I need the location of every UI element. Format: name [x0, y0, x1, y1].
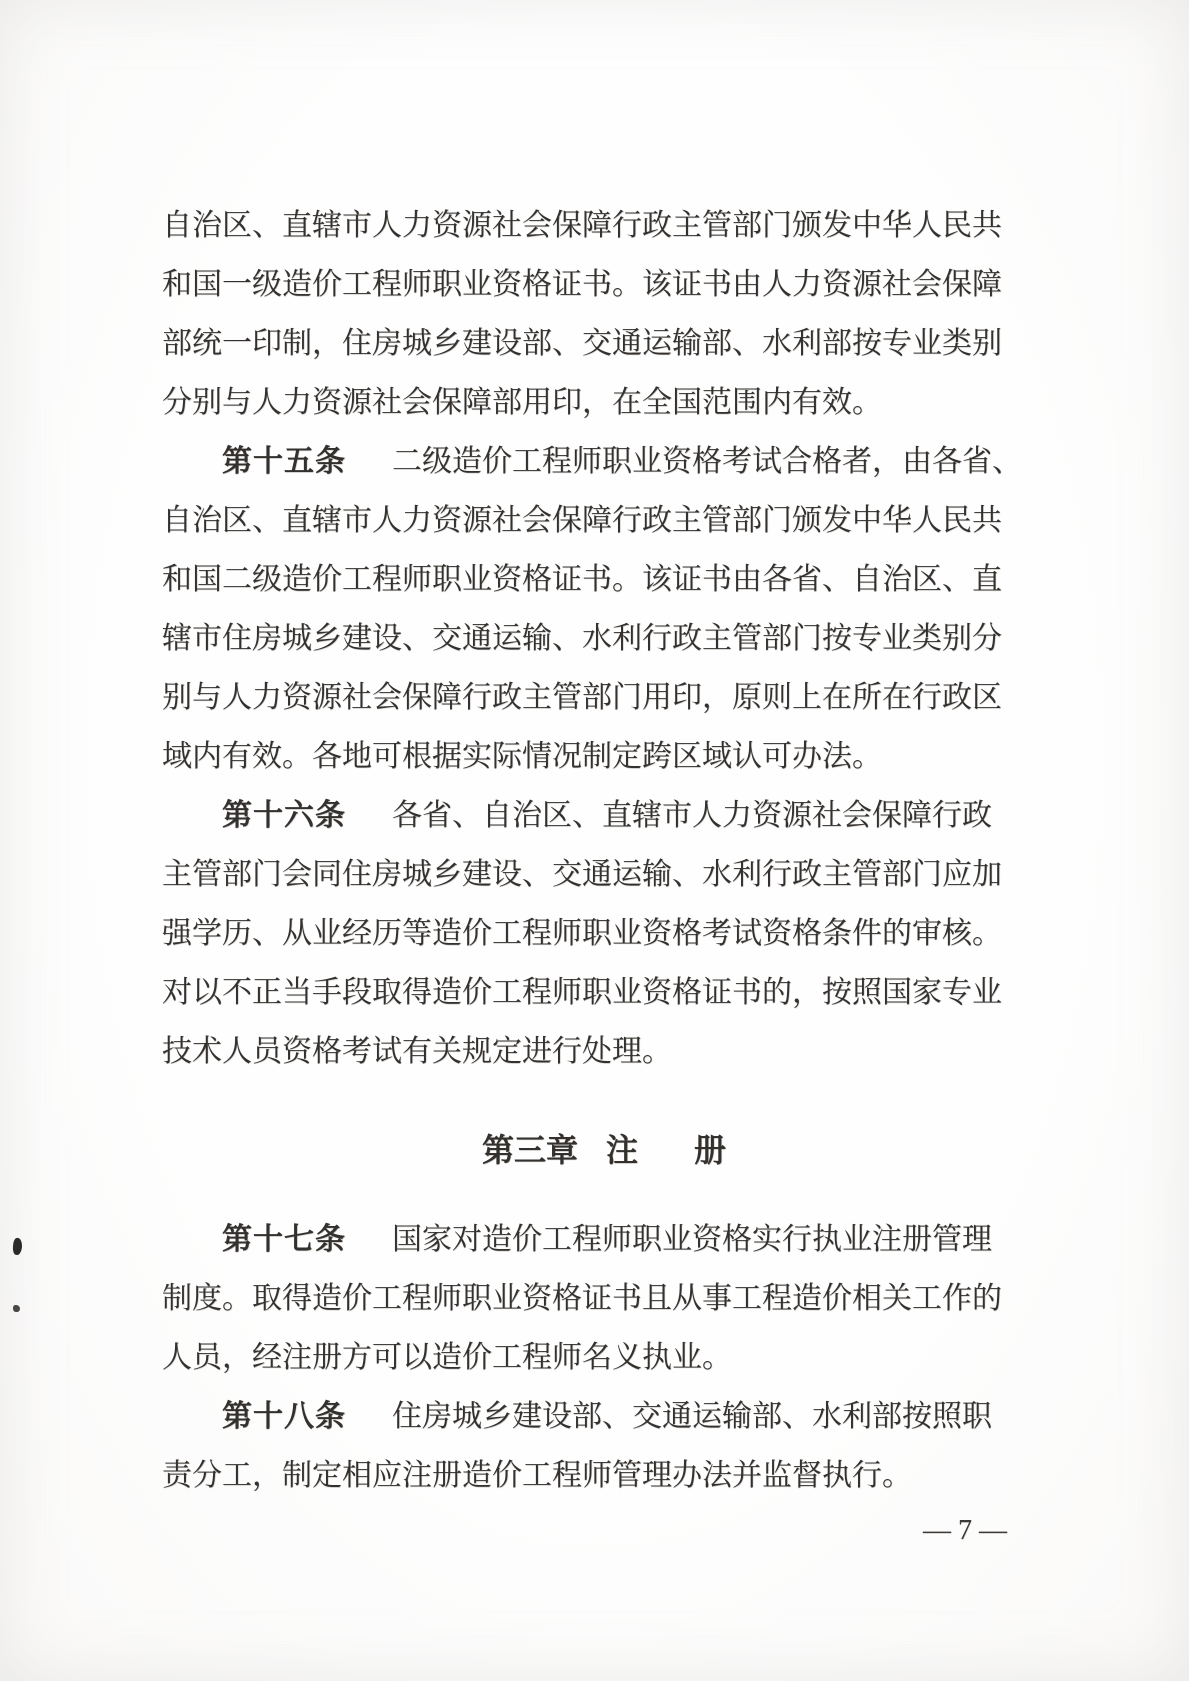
article-text: 住房城乡建设部、交通运输部、水利部按照职: [392, 1400, 992, 1433]
chapter-title-char: 注: [605, 1132, 638, 1168]
article-label: 第十五条: [222, 445, 346, 478]
article-label: 第十七条: [222, 1223, 346, 1256]
text-line: 自治区、直辖市人力资源社会保障行政主管部门颁发中华人民共: [162, 504, 1002, 537]
text-line: 别与人力资源社会保障行政主管部门用印，原则上在所在行政区: [162, 681, 1002, 714]
article-text: 各省、自治区、直辖市人力资源社会保障行政: [392, 799, 992, 832]
text-line: 制度。取得造价工程师职业资格证书且从事工程造价相关工作的: [162, 1282, 1002, 1315]
text-line: 强学历、从业经历等造价工程师职业资格考试资格条件的审核。: [162, 917, 1002, 950]
text-line: 责分工，制定相应注册造价工程师管理办法并监督执行。: [162, 1459, 912, 1492]
text-line: 自治区、直辖市人力资源社会保障行政主管部门颁发中华人民共: [162, 209, 1002, 242]
text-line: 和国一级造价工程师职业资格证书。该证书由人力资源社会保障: [162, 268, 1002, 301]
chapter-title-char: 册: [694, 1132, 727, 1168]
scan-artifact: [13, 1305, 20, 1312]
article-label: 第十六条: [222, 799, 346, 832]
text-line: 对以不正当手段取得造价工程师职业资格证书的，按照国家专业: [162, 976, 1002, 1009]
chapter-number: 第三章: [481, 1132, 578, 1168]
text-line: 辖市住房城乡建设、交通运输、水利行政主管部门按专业类别分: [162, 622, 1002, 655]
text-line: 分别与人力资源社会保障部用印，在全国范围内有效。: [162, 386, 882, 419]
text-line-article-18: [162, 1387, 1002, 1446]
scan-artifact: [12, 1238, 23, 1256]
text-line: 部统一印制，住房城乡建设部、交通运输部、水利部按专业类别: [162, 327, 1002, 360]
page-number: — 7 —: [923, 1515, 1007, 1546]
text-line-article-16: [162, 786, 1002, 845]
text-line: 主管部门会同住房城乡建设、交通运输、水利行政主管部门应加: [162, 858, 1002, 891]
article-text: 国家对造价工程师职业资格实行执业注册管理: [392, 1223, 992, 1256]
text-line: 技术人员资格考试有关规定进行处理。: [162, 1035, 672, 1068]
article-label: 第十八条: [222, 1400, 346, 1433]
text-line: 人员，经注册方可以造价工程师名义执业。: [162, 1341, 732, 1374]
text-line-article-17: [162, 1210, 1002, 1269]
article-text: 二级造价工程师职业资格考试合格者，由各省、: [392, 445, 1022, 478]
text-line: 和国二级造价工程师职业资格证书。该证书由各省、自治区、直: [162, 563, 1002, 596]
text-line-article-15: [162, 432, 1022, 491]
text-block: [162, 196, 1022, 1505]
chapter-heading: [162, 1120, 1002, 1180]
text-line: 域内有效。各地可根据实际情况制定跨区域认可办法。: [162, 740, 882, 773]
